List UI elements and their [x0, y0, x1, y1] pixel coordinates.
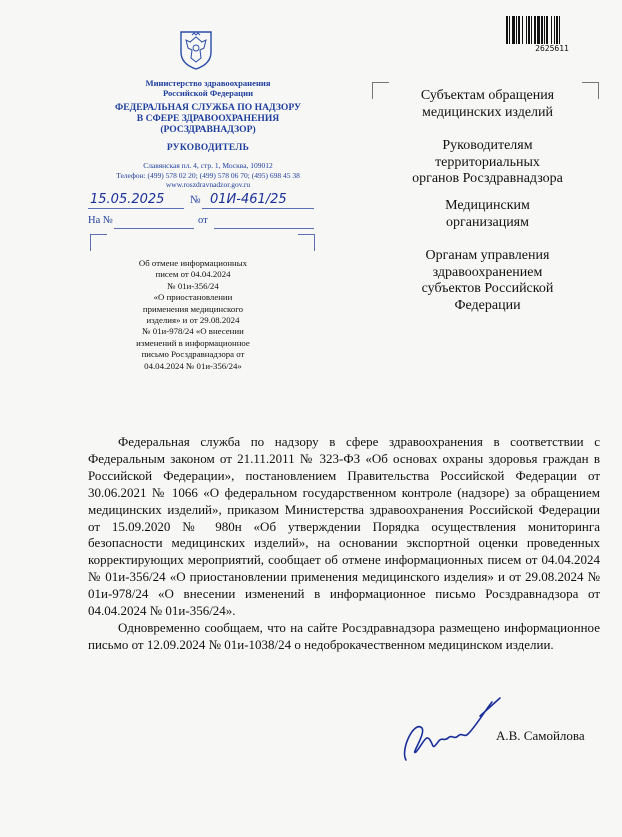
barcode-bar	[560, 16, 563, 44]
coat-of-arms-emblem	[178, 28, 214, 70]
number-sign: №	[190, 194, 201, 206]
recipient-2: Руководителям территориальных органов Росздравнадзора	[412, 138, 563, 186]
recipient-4: Органам управления здравоохранением субъектов Российской Федерации	[421, 248, 554, 313]
subject-bracket-left	[90, 234, 107, 251]
ref-underline	[114, 228, 194, 229]
barcode	[506, 16, 598, 44]
address-block: Славянская пл. 4, стр. 1, Москва, 109012 Телефон: (499) 578 02 20; (499) 578 06 70; (495) 698 45 38 www.roszdravnadzor.gov.ru	[116, 161, 300, 190]
signatory-name: А.В. Самойлова	[496, 728, 585, 743]
ministry-name: Министерство здравоохранения Российской Федерации	[145, 78, 271, 98]
recipient-1: Субъектам обращения медицинских изделий	[420, 88, 555, 120]
number-underline	[202, 208, 314, 209]
letter-subject: Об отмене информационных писем от 04.04.2024 № 01и-356/24 «О приостановлении применения медицинского изделия» и от 29.08.2024 № 01и-978/24 «О внесении изменений в информационное письмо Росздравнадзора от 04.04.2024 № 01и-356/24»	[136, 258, 250, 371]
subject-bracket-right	[298, 234, 315, 251]
service-name: ФЕДЕРАЛЬНАЯ СЛУЖБА ПО НАДЗОРУ В СФЕРЕ ЗДРАВООХРАНЕНИЯ (РОСЗДРАВНАДЗОР)	[114, 102, 302, 135]
ref-label: На №	[88, 215, 113, 226]
body-paragraph-2: Одновременно сообщаем, что на сайте Росздравнадзора размещено информационное письмо от 12.09.2024 № 01и-1038/24 о недоброкачественном медицинском изделии.	[88, 619, 600, 652]
handwritten-signature	[396, 690, 506, 770]
registration-number: 01И-461/25	[210, 192, 287, 207]
date-underline	[88, 208, 184, 209]
registration-date: 15.05.2025	[90, 192, 165, 207]
letter-body	[88, 434, 600, 654]
recipient-3: Медицинским организациям	[445, 198, 530, 230]
from-label: от	[198, 215, 208, 226]
body-paragraph-1: Федеральная служба по надзору в сфере здравоохранения в соответствии с Федеральным законом от 21.11.2011 № 323-ФЗ «Об основах охраны здоровья граждан в Российской Федерации», постановлением Правительства Российской Федерации от 30.06.2021 № 1066 «О федеральном государственном контроле (надзоре) за обращением медицинских изделий», приказом Министерства здравоохранения Российской Федерации от 15.09.2020 № 980н «Об утверждении Порядка осуществления мониторинга безопасности медицинских изделий», на основании экспортной оценки проведенных корректирующих мероприятий, сообщает об отмене информационных писем от 04.04.2024 № 01и-356/24 «О приостановлении применения медицинского изделия» и от 29.08.2024 № 01и-978/24 «О внесении изменений в информационное письмо Росздравнадзора от 04.04.2024 № 01и-356/24».	[88, 434, 600, 619]
barcode-number: 2625611	[535, 44, 569, 53]
head-title: РУКОВОДИТЕЛЬ	[166, 143, 250, 153]
from-underline	[214, 228, 314, 229]
